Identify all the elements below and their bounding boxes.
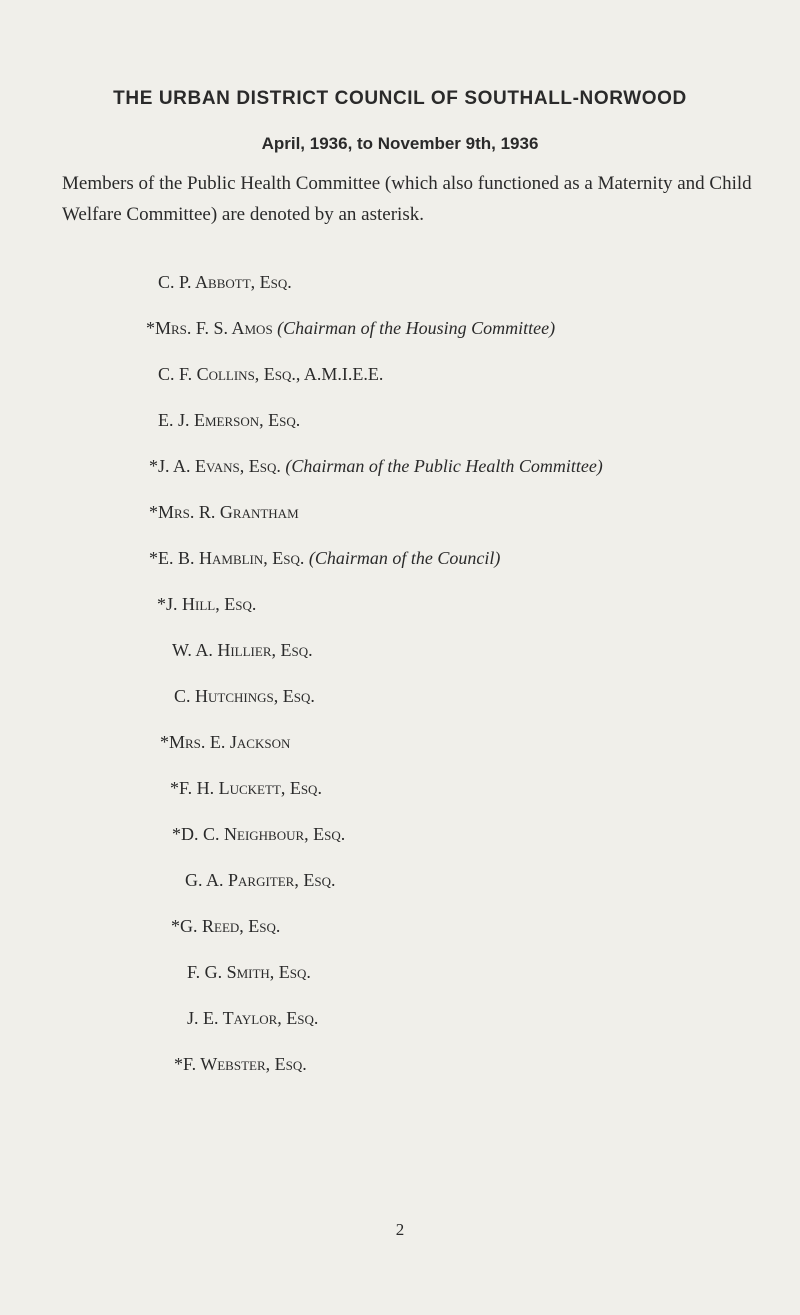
member-note: (Chairman of the Council) xyxy=(308,548,501,568)
member-name: *Mrs. R. Grantham xyxy=(149,502,299,522)
member-webster xyxy=(174,1054,307,1075)
intro-paragraph: Members of the Public Health Committee (which also functioned as a Maternity and Child Welfare Committee) are denoted by an asterisk. xyxy=(62,173,752,225)
member-note: (Chairman of the Housing Committee) xyxy=(277,318,556,338)
member-name: W. A. Hillier, Esq. xyxy=(172,640,313,660)
member-name: *F. Webster, Esq. xyxy=(174,1054,307,1074)
member-grantham xyxy=(149,502,299,523)
page-number: 2 xyxy=(395,1220,405,1239)
member-pargiter xyxy=(185,870,335,891)
member-name: G. A. Pargiter, Esq. xyxy=(185,870,336,890)
member-name: *D. C. Neighbour, Esq. xyxy=(172,824,346,844)
member-name: C. P. Abbott, Esq. xyxy=(158,272,292,292)
member-name: *Mrs. E. Jackson xyxy=(160,732,291,752)
member-name: *F. H. Luckett, Esq. xyxy=(170,778,322,798)
member-smith xyxy=(187,962,311,983)
member-emerson xyxy=(158,410,300,431)
member-name: *Mrs. F. S. Amos xyxy=(146,318,273,338)
member-name: *J. Hill, Esq. xyxy=(157,594,257,614)
member-name: E. J. Emerson, Esq. xyxy=(158,410,301,430)
period-subtitle: April, 1936, to November 9th, 1936 xyxy=(261,134,539,153)
member-jackson xyxy=(160,732,290,753)
member-abbott xyxy=(158,272,292,293)
member-name: F. G. Smith, Esq. xyxy=(187,962,311,982)
member-evans xyxy=(149,456,603,477)
member-name: *E. B. Hamblin, Esq. xyxy=(149,548,305,568)
member-neighbour xyxy=(172,824,345,845)
member-luckett xyxy=(170,778,322,799)
member-taylor xyxy=(187,1008,318,1029)
member-hill xyxy=(157,594,256,615)
member-amos xyxy=(146,318,555,339)
member-name: C. Hutchings, Esq. xyxy=(174,686,315,706)
member-collins xyxy=(158,364,383,385)
member-reed xyxy=(171,916,280,937)
member-name: *J. A. Evans, Esq. xyxy=(149,456,281,476)
member-name: *G. Reed, Esq. xyxy=(171,916,281,936)
page-title: THE URBAN DISTRICT COUNCIL OF SOUTHALL-NORWOOD xyxy=(113,88,687,109)
member-hutchings xyxy=(174,686,315,707)
member-hamblin xyxy=(149,548,500,569)
member-name: J. E. Taylor, Esq. xyxy=(187,1008,319,1028)
member-note: (Chairman of the Public Health Committee) xyxy=(285,456,603,476)
member-name: C. F. Collins, Esq., A.M.I.E.E. xyxy=(158,364,384,384)
member-hillier xyxy=(172,640,313,661)
